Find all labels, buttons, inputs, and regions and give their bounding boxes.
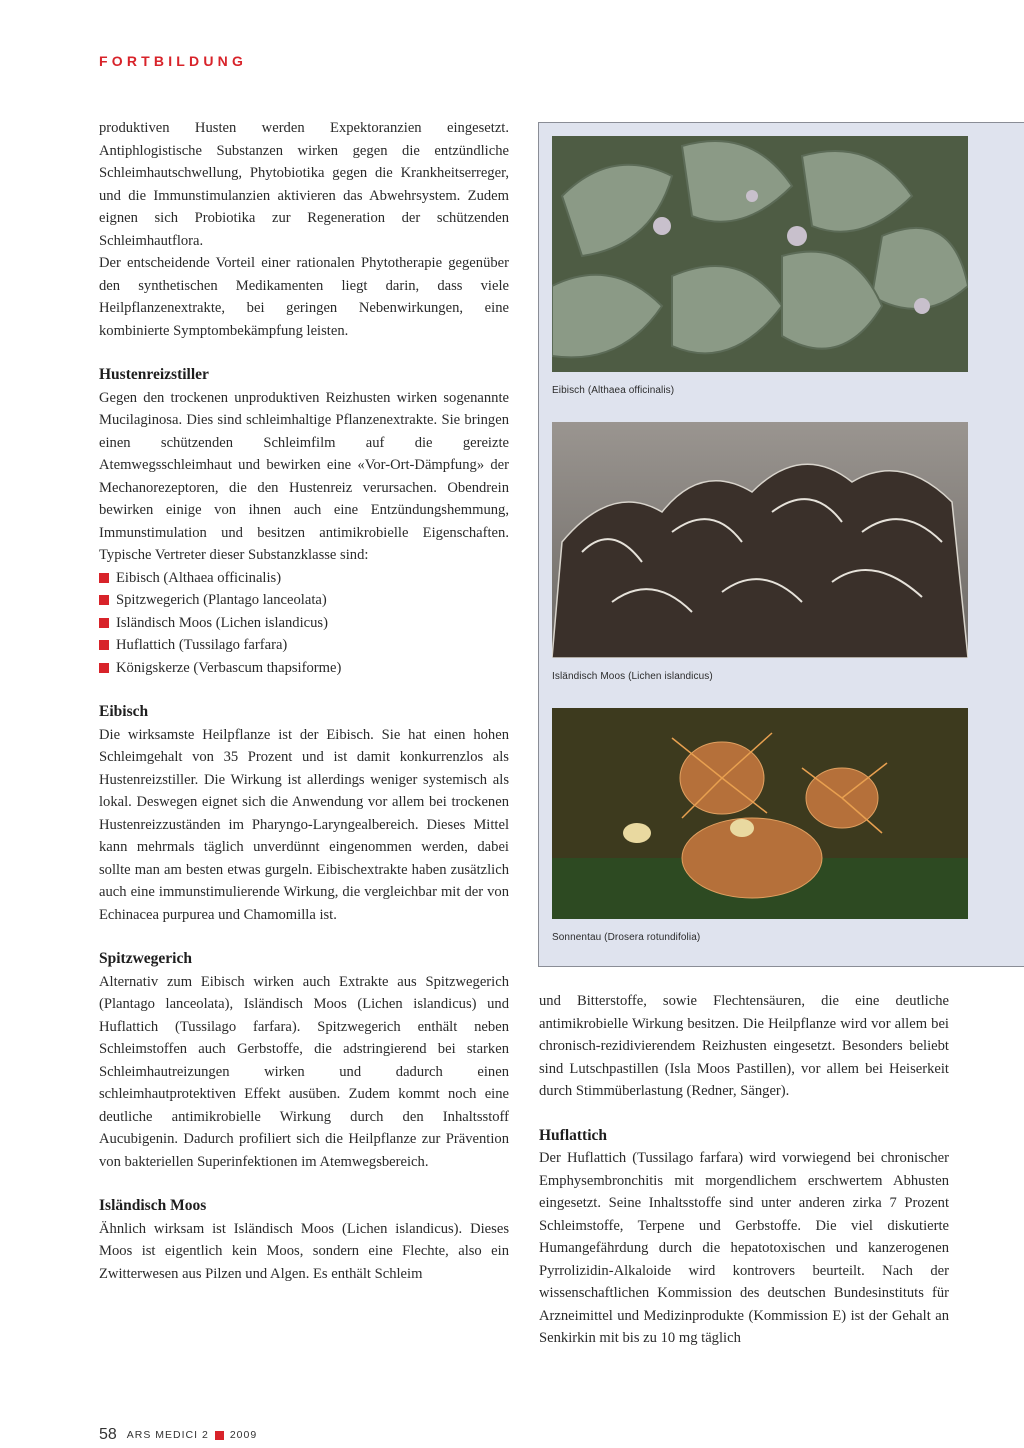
photo-caption: Isländisch Moos (Lichen islandicus) [552, 671, 713, 682]
heading-hustenreizstiller: Hustenreizstiller [99, 366, 209, 383]
issue-year: 2009 [229, 1429, 258, 1441]
footer-square-icon [215, 1431, 224, 1440]
paragraph: und Bitterstoffe, sowie Flechtensäuren, die eine deutliche antimikrobielle Wirkung besitzen. Die Heilpflanze wird vor allem bei chronisch-rezidivierendem Reizhusten eingesetzt. Besonders beliebt sind Lutschpastillen (Isla Moos Pastillen), vor allem bei Heiserkeit durch Stimmüberlastung (Redner, Sänger). [539, 993, 949, 1099]
paragraph: Der Huflattich (Tussilago farfara) wird vorwiegend bei chronischer Emphysembronchitis mit morgendlichem erschwertem Abhusten eingesetzt. Seine Inhaltsstoffe sind unter anderen zirka 7 Prozent Schleimstoffe, Terpene und Gerbstoffe. Die viel diskutierte Humangefährdung durch die hepatotoxischen und kanzerogenen Pyrrolizidin-Alkaloide wird kontrovers beurteilt. Nach der wissenschaftlichen Kommission des deutschen Bundesinstituts für Arzneimittel und Medizinprodukte (Kommission E) ist der Gehalt an Senkirkin mit bis zu 10 mg täglich [539, 1150, 949, 1346]
bullet-square-icon [99, 663, 109, 673]
islaendisch-moos-photo [552, 422, 968, 658]
photo-sidebar [538, 122, 1024, 967]
eibisch-photo [552, 136, 968, 372]
heading-islaendisch-moos: Isländisch Moos [99, 1197, 207, 1214]
photo-caption: Eibisch (Althaea officinalis) [552, 385, 675, 396]
sonnentau-photo [552, 708, 968, 919]
paragraph: Gegen den trockenen unproduktiven Reizhusten wirken sogenannte Mucilaginosa. Dies sind schleimhaltige Pflanzenextrakte. Sie bringen einen schützenden Schleimfilm auf die gereizte Atemwegsschleimhaut und bewirken eine «Vor-Ort-Dämpfung» der Mechanorezeptoren, die den Hustenreiz verursachen. Obendrein bewirken einige von ihnen auch eine Entzündungshemmung, Immunstimulation und besitzen antimikrobielle Eigenschaften. Typische Vertreter dieser Substanzklasse sind: [99, 389, 509, 563]
page-footer [99, 1426, 257, 1444]
eibisch-leaves-image [552, 136, 968, 372]
paragraph: Die wirksamste Heilpflanze ist der Eibisch. Sie hat einen hohen Schleimgehalt von 35 Prozent und ist damit konkurrenzlos als Hustenreizstiller. Die Wirkung ist allerdings weniger systemisch als lokal. Deswegen eignet sich die Anwendung vor allem bei trockenen Hustenreizzuständen im Pharyngo-Laryngealbereich. Dieses Mittel kann mehrmals täglich unverdünnt eingenommen werden, dabei sollte man am besten etwas gurgeln. Eibischextrakte haben zusätzlich auch eine immunstimulierende Wirkung, die vergleichbar mit der von Echinacea purpurea und Chamomilla ist. [99, 726, 509, 923]
list-item: Isländisch Moos (Lichen islandicus) [99, 612, 509, 635]
list-item: Königskerze (Verbascum thapsiforme) [99, 657, 509, 680]
magazine-name: ARS MEDICI 2 [126, 1429, 209, 1441]
bullet-square-icon [99, 595, 109, 605]
list-item: Huflattich (Tussilago farfara) [99, 634, 509, 657]
list-item: Eibisch (Althaea officinalis) [99, 567, 509, 590]
lichen-image [552, 422, 968, 658]
photo-caption: Sonnentau (Drosera rotundifolia) [552, 932, 701, 943]
paragraph: produktiven Husten werden Expektoranzien eingesetzt. Antiphlogistische Substanzen wirken gegen die entzündliche Schleimhautschwellung, Phytobiotika gegen die Krankheitserreger, und die Immunstimulanzien aktivieren das Abwehrsystem. Zudem eignen sich Probiotika zur Regeneration der schützenden Schleimhautflora. [99, 120, 509, 249]
paragraph: Der entscheidende Vorteil einer rationalen Phytotherapie gegenüber den synthetischen Medikamenten liegt darin, dass viele Heilpflanzenextrakte, bei geringen Nebenwirkungen, eine kombinierte Symptombekämpfung leisten. [99, 255, 509, 339]
paragraph: Alternativ zum Eibisch wirken auch Extrakte aus Spitzwegerich (Plantago lanceolata), Isländisch Moos (Lichen islandicus) und Huflattich (Tussilago farfara). Spitzwegerich enthält neben Schleimstoffen auch Gerbstoffe, die adstringierend bei starken Schleimhautreizungen wirken und dadurch einen schleimhautprotektiven Effekt ausüben. Zudem kommt noch eine deutliche antimikrobielle Wirkung durch den Inhaltsstoff Aucubigenin. Dadurch profiliert sich die Heilpflanze zur Prävention von bakteriellen Superinfektionen im Atemwegsbereich. [99, 973, 509, 1170]
bullet-square-icon [99, 640, 109, 650]
heading-spitzwegerich: Spitzwegerich [99, 950, 192, 967]
paragraph: Ähnlich wirksam ist Isländisch Moos (Lichen islandicus). Dieses Moos ist eigentlich kein Moos, sondern eine Flechte, also ein Zwitterwesen aus Pilzen und Algen. Es enthält Schleim [99, 1220, 509, 1282]
section-kicker: FORTBILDUNG [99, 53, 248, 69]
page-number: 58 [99, 1426, 117, 1443]
bullet-square-icon [99, 618, 109, 628]
right-column [539, 990, 949, 1350]
bullet-square-icon [99, 573, 109, 583]
drosera-image [552, 708, 968, 919]
list-item: Spitzwegerich (Plantago lanceolata) [99, 589, 509, 612]
substance-list [99, 567, 509, 680]
heading-huflattich: Huflattich [539, 1126, 608, 1144]
heading-eibisch: Eibisch [99, 703, 149, 720]
left-column [99, 117, 509, 1285]
